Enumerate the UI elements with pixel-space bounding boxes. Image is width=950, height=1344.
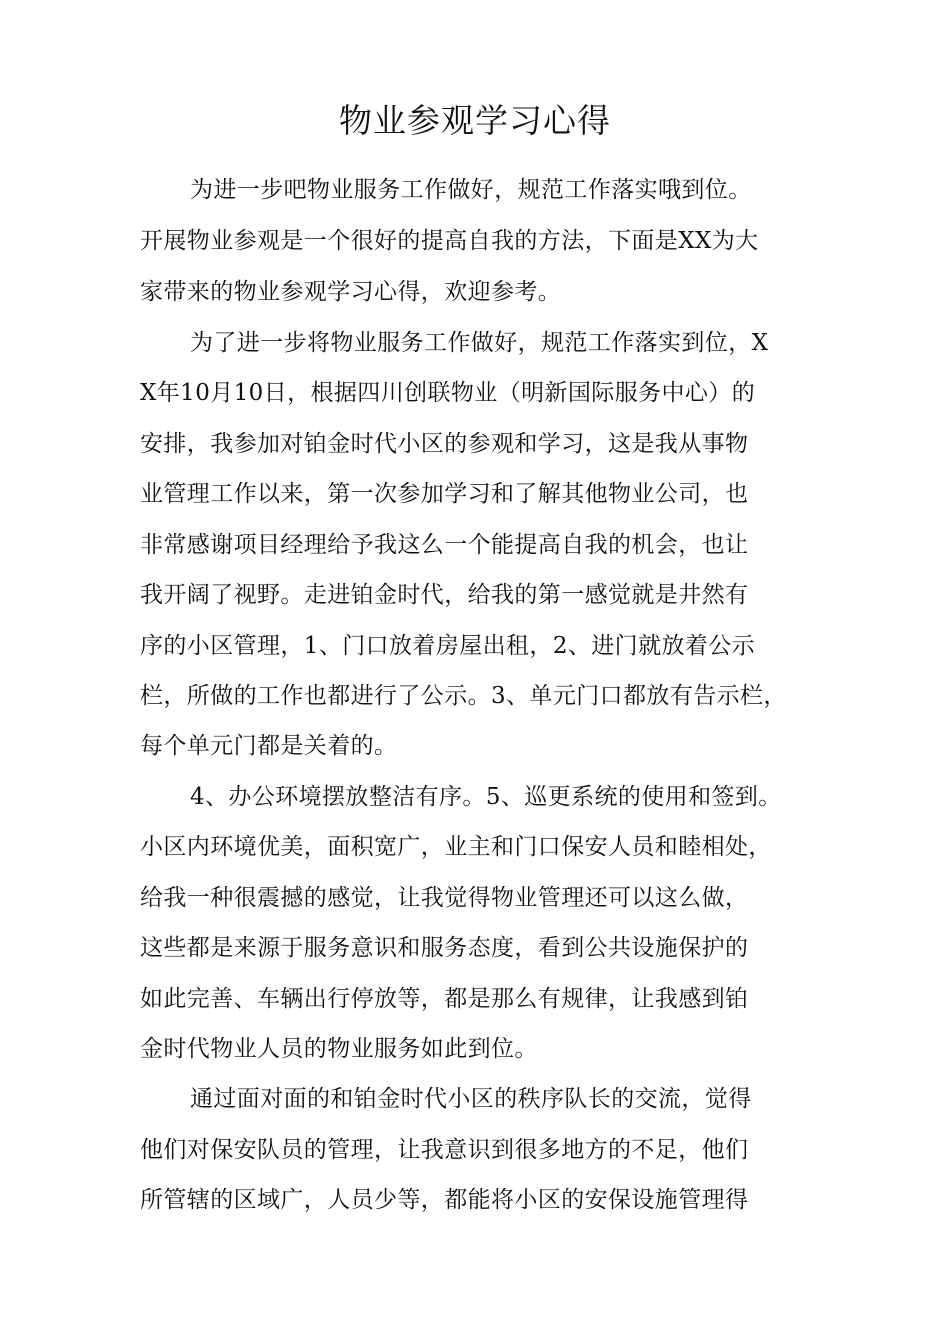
text-line: 业管理工作以来，第一次参加学习和了解其他物业公司，也	[140, 481, 749, 507]
text-line: 金时代物业人员的物业服务如此到位。	[140, 1036, 538, 1062]
text-line: 通过面对面的和铂金时代小区的秩序队长的交流，觉得	[190, 1086, 752, 1112]
text-line: X年10月10日，根据四川创联物业（明新国际服务中心）的	[140, 380, 756, 406]
text-line: 小区内环境优美，面积宽广，业主和门口保安人员和睦相处，	[140, 834, 772, 860]
text-line: 所管辖的区域广，人员少等，都能将小区的安保设施管理得	[140, 1187, 749, 1213]
text-line: 为了进一步将物业服务工作做好，规范工作落实到位，X	[190, 330, 769, 356]
text-line: 安排，我参加对铂金时代小区的参观和学习，这是我从事物	[140, 431, 749, 457]
document-title: 物业参观学习心得	[339, 101, 611, 140]
text-line: 开展物业参观是一个很好的提高自我的方法，下面是XX为大	[140, 228, 759, 254]
text-line: 序的小区管理，1、门口放着房屋出租，2、进门就放着公示	[140, 633, 756, 659]
text-line: 家带来的物业参观学习心得，欢迎参考。	[140, 279, 562, 305]
text-line: 这些都是来源于服务意识和服务态度，看到公共设施保护的	[140, 935, 749, 961]
text-line: 栏，所做的工作也都进行了公示。3、单元门口都放有告示栏，	[140, 683, 787, 709]
text-line: 他们对保安队员的管理，让我意识到很多地方的不足，他们	[140, 1137, 749, 1163]
text-line: 给我一种很震撼的感觉，让我觉得物业管理还可以这么做，	[140, 885, 749, 911]
text-line: 4、办公环境摆放整洁有序。5、巡更系统的使用和签到。	[190, 784, 782, 810]
text-line: 为进一步吧物业服务工作做好，规范工作落实哦到位。	[190, 177, 752, 203]
text-line: 非常感谢项目经理给予我这么一个能提高自我的机会，也让	[140, 532, 749, 558]
text-line: 我开阔了视野。走进铂金时代，给我的第一感觉就是井然有	[140, 582, 749, 608]
text-line: 如此完善、车辆出行停放等，都是那么有规律，让我感到铂	[140, 986, 749, 1012]
text-line: 每个单元门都是关着的。	[140, 733, 398, 759]
